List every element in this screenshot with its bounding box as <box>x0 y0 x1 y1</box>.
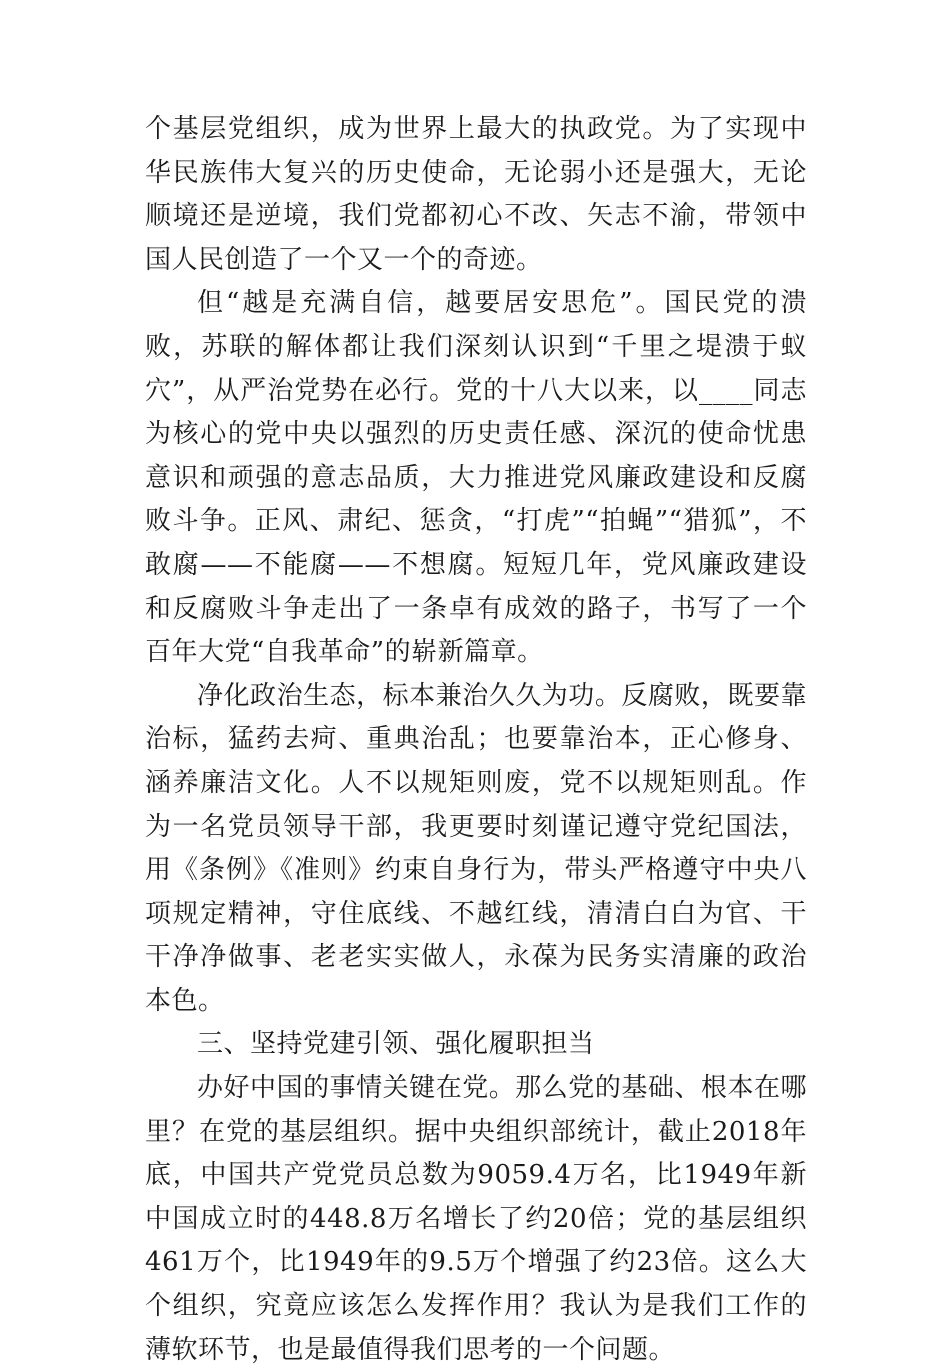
paragraph-political-ecology: 净化政治生态，标本兼治久久为功。反腐败，既要靠治标，猛药去疴、重典治乱；也要靠治本，正心修身、涵养廉洁文化。人不以规矩则废，党不以规矩则乱。作为一名党员领导干部，我更要时刻谨记遵守党纪国法，用《条例》《准则》约束自身行为，带头严格遵守中央八项规定精神，守住底线、不越红线，清清白白为官、干干净净做事、老老实实做人，永葆为民务实清廉的政治本色。 <box>145 680 807 1016</box>
paragraph-grassroots: 办好中国的事情关键在党。那么党的基础、根本在哪里？在党的基层组织。据中央组织部统计，截止2018年底，中国共产党党员总数为9059.4万名，比1949年新中国成立时的448.8万名增长了约20倍；党的基层组织461万个，比1949年的9.5万个增强了约23倍。这么大个组织，究竟应该怎么发挥作用？我认为是我们工作的薄软环节，也是最值得我们思考的一个问题。 <box>145 1073 807 1365</box>
document-body <box>145 108 807 1372</box>
paragraph-self-revolution: 但“越是充满自信，越要居安思危”。国民党的溃败，苏联的解体都让我们深刻认识到“千里之堤溃于蚁穴”，从严治党势在必行。党的十八大以来，以____同志为核心的党中央以强烈的历史责任感、深沉的使命忧患意识和顽强的意志品质，大力推进党风廉政建设和反腐败斗争。正风、肃纪、惩贪，“打虎”“拍蝇”“猎狐”，不敢腐——不能腐——不想腐。短短几年，党风廉政建设和反腐败斗争走出了一条卓有成效的路子，书写了一个百年大党“自我革命”的崭新篇章。 <box>145 288 807 668</box>
paragraph-continuation: 个基层党组织，成为世界上最大的执政党。为了实现中华民族伟大复兴的历史使命，无论弱小还是强大，无论顺境还是逆境，我们党都初心不改、矢志不渝，带领中国人民创造了一个又一个的奇迹。 <box>145 114 807 275</box>
section-heading: 三、坚持党建引领、强化履职担当 <box>197 1029 595 1060</box>
